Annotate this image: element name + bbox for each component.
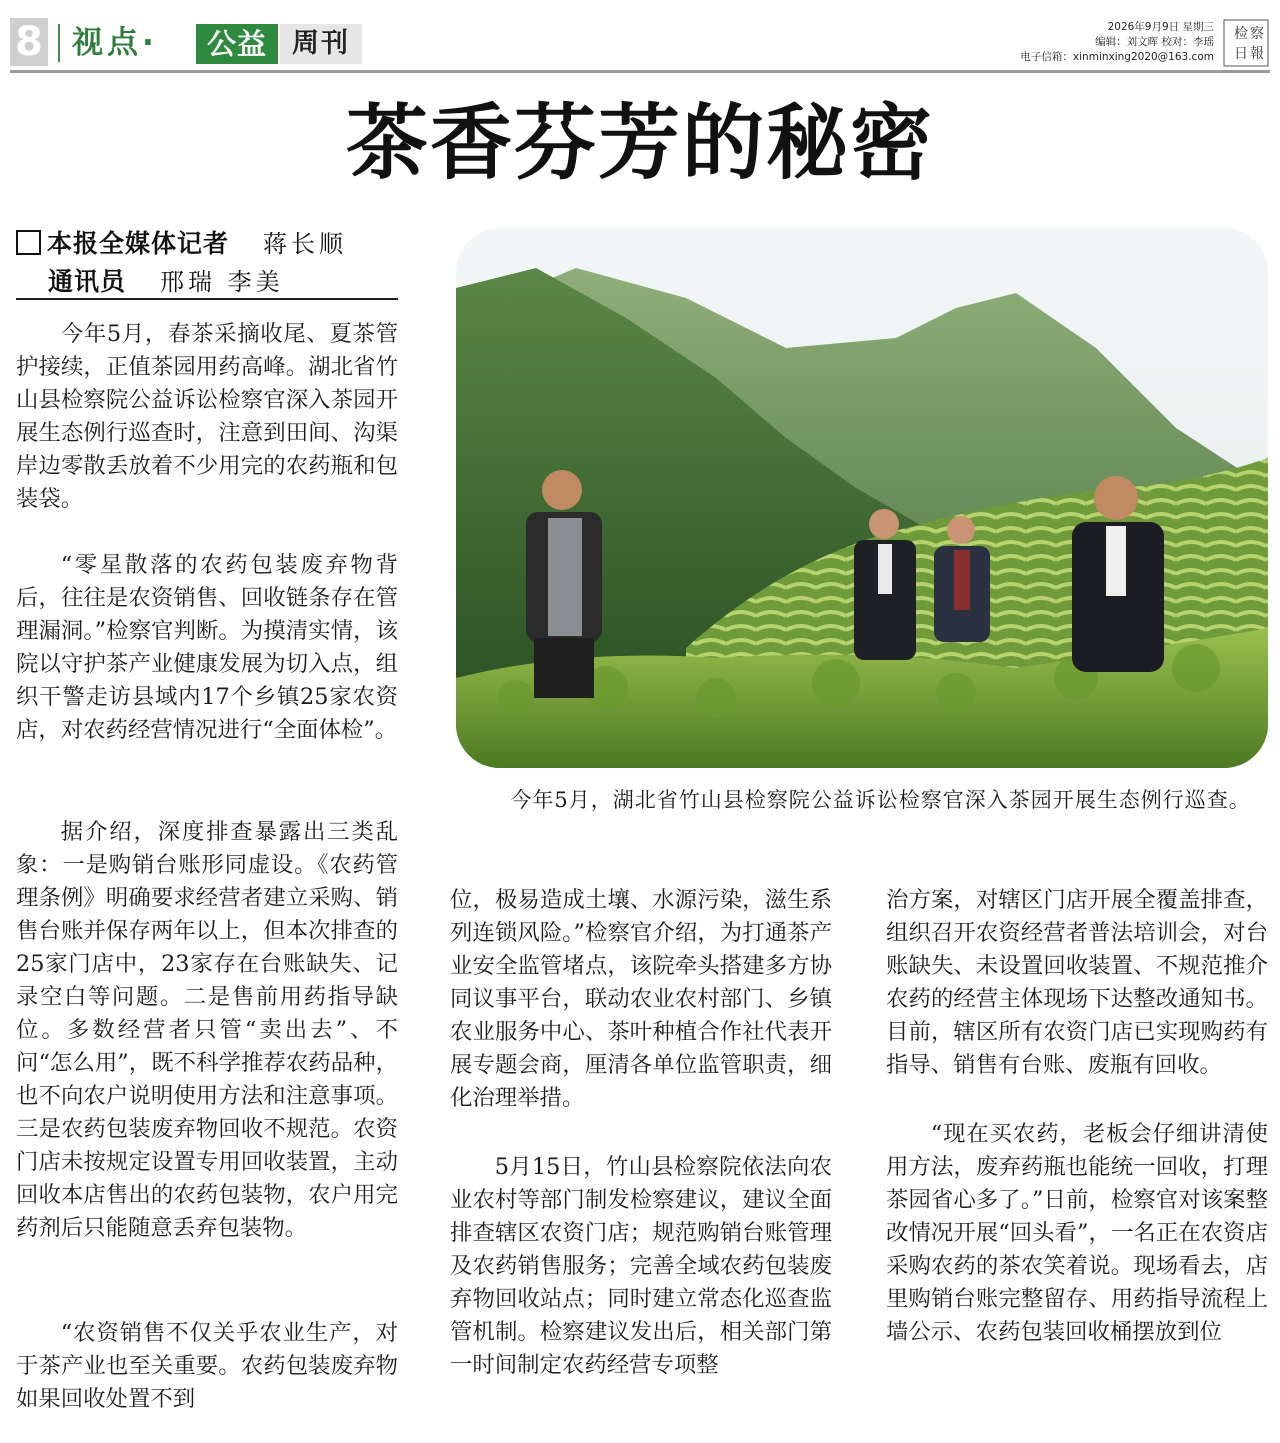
photo-caption: 今年5月，湖北省竹山县检察院公益诉讼检察官深入茶园开展生态例行巡查。 bbox=[510, 788, 1251, 812]
header-divider bbox=[58, 24, 60, 62]
paragraph: 5月15日，竹山县检察院依法向农业农村等部门制发检察建议，建议全面排查辖区农资门店；规范购销台账管理及农药销售服务；完善全域农药包装废弃物回收站点；同时建立常态化巡查监管机制。检察建议发出后，相关部门第一时间制定农药经营专项整 bbox=[450, 1154, 832, 1378]
paragraph: “现在买农药，老板会仔细讲清使用方法，废弃药瓶也能统一回收，打理茶园省心多了。”日前，检察官对该案整改情况开展“回头看”，一名正在农资店采购农药的茶农笑着说。现场看去，店里购销台账完整留存、用药指导流程上墙公示、农药包装回收桶摆放到位 bbox=[886, 1121, 1268, 1345]
paragraph: 据介绍，深度排查暴露出三类乱象：一是购销台账形同虚设。《农药管理条例》明确要求经营者建立采购、销售台账并保存两年以上，但本次排查的25家门店中，23家存在台账缺失、记录空白等问题。二是售前用药指导缺位。多数经营者只管“卖出去”、不问“怎么用”，既不科学推荐农药品种，也不向农户说明使用方法和注意事项。三是农药包装废弃物回收不规范。农资门店未按规定设置专用回收装置，主动回收本店售出的农药包装物，农户用完药剂后只能随意丢弃包装物。 bbox=[16, 819, 398, 1241]
article-photo bbox=[456, 228, 1268, 768]
tea-garden-photo bbox=[456, 228, 1268, 768]
svg-text:察: 察 bbox=[1250, 26, 1264, 42]
paragraph: 治方案，对辖区门店开展全覆盖排查，组织召开农资经营者普法培训会，对台账缺失、未设置回收装置、不规范推介农药的经营主体现场下达整改通知书。目前，辖区所有农资门店已实现购药有指导、销售有台账、废瓶有回收。 bbox=[886, 887, 1268, 1078]
section-badge: 公益 bbox=[196, 24, 278, 64]
byline-box-icon bbox=[16, 230, 41, 255]
section-weekly: 周刊 bbox=[280, 24, 362, 64]
byline-role-correspondent: 通讯员 bbox=[48, 267, 127, 296]
paragraph: “零星散落的农药包装废弃物背后，往往是农资销售、回收链条存在管理漏洞。”检察官判断。为摸清实情，该院以守护茶产业健康发展为切入点，组织干警走访县域内17个乡镇25家农资店，对农药经营情况进行“全面体检”。 bbox=[16, 552, 398, 743]
email-line: 电子信箱：xinminxing2020@163.com bbox=[1020, 51, 1214, 63]
date-line: 2026年9月9日 星期三 bbox=[1107, 21, 1214, 33]
byline bbox=[16, 222, 398, 300]
article-headline: 茶香芬芳的秘密 bbox=[345, 95, 934, 191]
paragraph: 今年5月，春茶采摘收尾、夏茶管护接续，正值茶园用药高峰。湖北省竹山县检察院公益诉讼检察官深入茶园开展生态例行巡查时，注意到田间、沟渠岸边零散丢放着不少用完的农药瓶和包装袋。 bbox=[16, 321, 398, 512]
byline-role-reporter: 本报全媒体记者 bbox=[47, 229, 230, 258]
svg-text:检: 检 bbox=[1234, 26, 1248, 42]
paragraph: 位，极易造成土壤、水源污染，滋生系列连锁风险。”检察官介绍，为打通茶产业安全监管堵点，该院牵头搭建多方协同议事平台，联动农业农村部门、乡镇农业服务中心、茶叶种植合作社代表开展专题会商，厘清各单位监管职责，细化治理举措。 bbox=[450, 887, 832, 1111]
page-number: 8 bbox=[10, 18, 48, 66]
newspaper-logo-icon bbox=[1222, 18, 1270, 68]
byline-name-correspondents: 邢瑞 李美 bbox=[160, 268, 284, 296]
svg-text:報: 報 bbox=[1250, 46, 1264, 62]
section-name: 视点· bbox=[72, 25, 158, 61]
byline-name-reporter: 蒋长顺 bbox=[263, 230, 348, 258]
watermark bbox=[938, 1404, 1138, 1434]
byline-rule bbox=[16, 298, 398, 300]
svg-text:日: 日 bbox=[1234, 46, 1248, 62]
editors-line: 编辑：刘文晖 校对：李瑶 bbox=[1095, 36, 1214, 48]
header-rule bbox=[10, 70, 1270, 73]
header-meta bbox=[1020, 20, 1214, 65]
paragraph: “农资销售不仅关乎农业生产，对于茶产业也至关重要。农药包装废弃物如果回收处置不到 bbox=[16, 1320, 398, 1412]
page-header bbox=[10, 14, 1270, 72]
